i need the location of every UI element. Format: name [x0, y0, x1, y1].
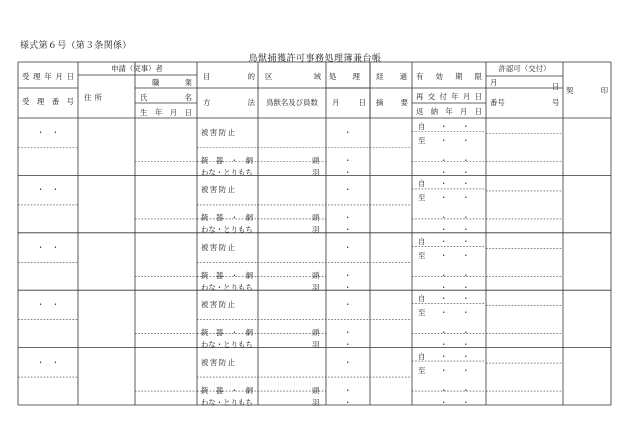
row-return-date: ・ ・	[440, 282, 470, 292]
row-date: ・ ・	[36, 300, 60, 310]
row-validity-to: 至	[418, 308, 426, 318]
row-method-gun-net: 銃 器 ・ 網	[201, 328, 253, 338]
row-return-date: ・ ・	[440, 225, 470, 235]
header-month-day: 月 日	[332, 98, 366, 107]
row-unit-bird: 羽	[312, 168, 320, 177]
row-processing-dot: ・	[344, 213, 352, 223]
row-unit-head: 頭	[312, 385, 320, 395]
row-processing-dot: ・	[344, 128, 352, 137]
row-validity-from: 自	[418, 122, 426, 131]
header-return-date: 返 納 年 月 日	[416, 107, 482, 116]
row-validity-from-date: ・ ・	[440, 236, 470, 246]
row-unit-head: 頭	[312, 270, 320, 280]
header-purpose: 目 的	[203, 72, 255, 81]
row-reissue-date: ・ ・	[440, 213, 470, 223]
row-date: ・ ・	[36, 357, 60, 367]
row-unit-bird: 羽	[312, 282, 320, 292]
row-unit-bird: 羽	[312, 225, 320, 235]
header-seal: 契 印	[566, 86, 608, 95]
row-processing-dot: ・	[344, 168, 352, 177]
row-validity-to-date: ・ ・	[440, 136, 470, 145]
header-permit: 許認可（交付）	[498, 64, 551, 73]
row-return-date: ・ ・	[440, 168, 470, 177]
row-processing-dot: ・	[344, 328, 352, 338]
header-area: 区 域	[265, 72, 321, 81]
row-validity-to: 至	[418, 193, 426, 203]
row-validity-from-date: ・ ・	[440, 294, 470, 304]
header-number: 番号	[490, 98, 505, 107]
row-processing-dot: ・	[344, 340, 352, 350]
row-unit-bird: 羽	[312, 397, 320, 407]
row-processing-dot: ・	[344, 225, 352, 235]
row-method-trap: わな・とりもち	[201, 340, 253, 350]
row-purpose: 被 害 防 止	[201, 300, 235, 310]
row-processing-dot: ・	[344, 397, 352, 407]
row-validity-from: 自	[418, 236, 426, 246]
row-validity-from: 自	[418, 179, 426, 189]
header-validity: 有 効 期 限	[416, 72, 482, 81]
row-unit-head: 頭	[312, 156, 320, 165]
row-reissue-date: ・ ・	[440, 328, 470, 338]
header-birth-date: 生 年 月 日	[140, 108, 192, 117]
row-method-gun-net: 銃 器 ・ 網	[201, 156, 253, 165]
row-unit-bird: 羽	[312, 340, 320, 350]
row-unit-head: 頭	[312, 328, 320, 338]
header-occupation: 職 業	[152, 78, 192, 87]
row-processing-dot: ・	[344, 300, 352, 310]
row-purpose: 被 害 防 止	[201, 185, 235, 195]
header-summary: 摘 要	[376, 98, 408, 107]
row-validity-from: 自	[418, 294, 426, 304]
row-processing-dot: ・	[344, 242, 352, 252]
row-purpose: 被 害 防 止	[201, 357, 235, 367]
row-purpose: 被 害 防 止	[201, 128, 235, 137]
row-validity-to-date: ・ ・	[440, 365, 470, 375]
row-method-trap: わな・とりもち	[201, 168, 253, 177]
row-validity-to-date: ・ ・	[440, 193, 470, 203]
row-return-date: ・ ・	[440, 340, 470, 350]
row-validity-from: 自	[418, 351, 426, 361]
header-name: 氏 名	[140, 93, 192, 102]
row-method-gun-net: 銃 器 ・ 網	[201, 270, 253, 280]
header-month: 月	[490, 78, 498, 87]
row-date: ・ ・	[36, 128, 60, 137]
row-processing-dot: ・	[344, 156, 352, 165]
row-validity-from-date: ・ ・	[440, 179, 470, 189]
row-purpose: 被 害 防 止	[201, 242, 235, 252]
row-method-gun-net: 銃 器 ・ 網	[201, 385, 253, 395]
header-received-number: 受 理 番 号	[22, 97, 74, 106]
row-method-gun-net: 銃 器 ・ 網	[201, 213, 253, 223]
header-processing: 処 理 経 過	[329, 72, 407, 81]
header-address: 住 所	[84, 93, 102, 102]
header-method: 方 法	[203, 98, 255, 107]
row-validity-to-date: ・ ・	[440, 250, 470, 260]
row-validity-to-date: ・ ・	[440, 308, 470, 318]
row-reissue-date: ・ ・	[440, 385, 470, 395]
row-processing-dot: ・	[344, 357, 352, 367]
header-number-suffix: 号	[552, 98, 560, 107]
row-validity-to: 至	[418, 136, 426, 145]
register-title: 鳥獣捕獲許可事務処理簿兼台帳	[248, 54, 382, 64]
header-applicant: 申請（従事）者	[111, 64, 163, 73]
row-validity-from-date: ・ ・	[440, 122, 470, 131]
row-unit-head: 頭	[312, 213, 320, 223]
header-received-date: 受 理 年 月 日	[22, 72, 74, 81]
row-reissue-date: ・ ・	[440, 156, 470, 165]
row-date: ・ ・	[36, 185, 60, 195]
form-number: 様式第６号（第３条関係）	[20, 41, 132, 51]
header-species-count: 鳥獣名及び員数	[266, 98, 318, 107]
row-return-date: ・ ・	[440, 397, 470, 407]
row-date: ・ ・	[36, 242, 60, 252]
row-method-trap: わな・とりもち	[201, 397, 253, 407]
row-reissue-date: ・ ・	[440, 270, 470, 280]
row-validity-to: 至	[418, 250, 426, 260]
row-processing-dot: ・	[344, 282, 352, 292]
row-validity-to: 至	[418, 365, 426, 375]
row-processing-dot: ・	[344, 385, 352, 395]
row-method-trap: わな・とりもち	[201, 282, 253, 292]
row-processing-dot: ・	[344, 185, 352, 195]
row-validity-from-date: ・ ・	[440, 351, 470, 361]
row-method-trap: わな・とりもち	[201, 225, 253, 235]
header-day: 日	[552, 82, 560, 91]
row-processing-dot: ・	[344, 270, 352, 280]
header-reissue-date: 再 交 付 年 月 日	[416, 92, 482, 101]
